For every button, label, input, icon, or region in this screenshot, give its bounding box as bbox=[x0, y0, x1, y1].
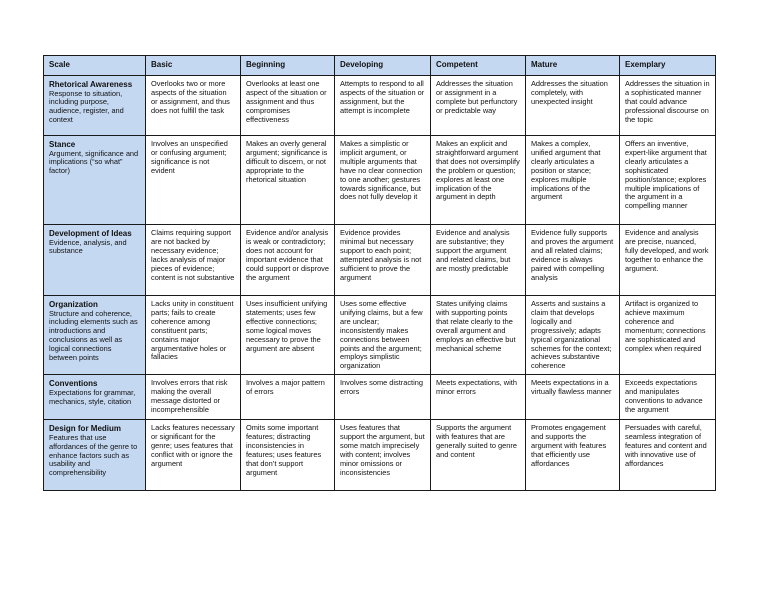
header-basic: Basic bbox=[146, 56, 241, 76]
table-row bbox=[44, 136, 716, 225]
table-row bbox=[44, 296, 716, 375]
header-beginning: Beginning bbox=[241, 56, 335, 76]
criterion-name: Conventions bbox=[49, 379, 98, 389]
rubric-cell: Overlooks at least one aspect of the situation or assignment and thus compromises effectiveness bbox=[241, 76, 335, 136]
rubric-cell: Involves an unspecified or confusing argument; significance is not evident bbox=[146, 136, 241, 225]
rubric-cell: Evidence and analysis are precise, nuanced, fully developed, and work together to enhance the argument. bbox=[620, 225, 716, 296]
rubric-cell: Meets expectations in a virtually flawless manner bbox=[526, 375, 620, 420]
rubric-cell: Involves some distracting errors bbox=[335, 375, 431, 420]
rubric-cell: Attempts to respond to all aspects of the situation or assignment, but the attempt is incomplete bbox=[335, 76, 431, 136]
rubric-cell: Promotes engagement and supports the argument with features that efficiently use affordances bbox=[526, 420, 620, 491]
rubric-cell: Lacks unity in constituent parts; fails to create coherence among constituent parts; contains major argumentative holes or fallacies bbox=[146, 296, 241, 375]
criterion-cell bbox=[44, 375, 146, 420]
rubric-cell: Asserts and sustains a claim that develops logically and progressively; adapts typical organizational schemes for the context; achieves substantive coherence bbox=[526, 296, 620, 375]
table-row bbox=[44, 76, 716, 136]
criterion-cell bbox=[44, 420, 146, 491]
criterion-name: Organization bbox=[49, 300, 98, 309]
table-row bbox=[44, 375, 716, 420]
table-row bbox=[44, 225, 716, 296]
table-row bbox=[44, 420, 716, 491]
criterion-cell bbox=[44, 76, 146, 136]
rubric-cell: Meets expectations, with minor errors bbox=[431, 375, 526, 420]
criterion-cell bbox=[44, 136, 146, 225]
header-mature: Mature bbox=[526, 56, 620, 76]
rubric-cell: Supports the argument with features that are generally suited to genre and content bbox=[431, 420, 526, 491]
criterion-description: Features that use affordances of the genre to enhance factors such as usability and comprehensibility bbox=[49, 432, 138, 478]
rubric-cell: Evidence and/or analysis is weak or contradictory; does not account for important evidence that could support or disprove the argument bbox=[241, 225, 335, 296]
rubric-cell: Artifact is organized to achieve maximum coherence and momentum; connections are sophisticated and complex when required bbox=[620, 296, 716, 375]
rubric-cell: Makes an explicit and straightforward argument that does not oversimplify the problem or question; explores at least one implication of the argument in depth bbox=[431, 136, 526, 225]
rubric-cell: Makes an overly general argument; significance is difficult to discern, or not appropriate to the rhetorical situation bbox=[241, 136, 335, 225]
criterion-cell bbox=[44, 225, 146, 296]
header-exemplary: Exemplary bbox=[620, 56, 716, 76]
criterion-name: Rhetorical Awareness bbox=[49, 80, 133, 89]
rubric-cell: Evidence fully supports and proves the argument and all related claims; evidence is always paired with compelling analysis bbox=[526, 225, 620, 296]
rubric-cell: Addresses the situation in a sophisticated manner that could advance professional discourse on the topic bbox=[620, 76, 716, 136]
criterion-name: Design for Medium bbox=[49, 424, 122, 434]
rubric-cell: Addresses the situation or assignment in a complete but perfunctory or predictable way bbox=[431, 76, 526, 136]
rubric-cell: Exceeds expectations and manipulates conventions to advance the argument bbox=[620, 375, 716, 420]
criterion-name: Stance bbox=[49, 140, 76, 149]
rubric-cell: Uses insufficient unifying statements; uses few effective connections; some logical moves necessary to prove the argument are absent bbox=[241, 296, 335, 375]
rubric-cell: Persuades with careful, seamless integration of features and content and with innovative use of affordances bbox=[620, 420, 716, 491]
rubric-cell: Evidence provides minimal but necessary support to each point; attempted analysis is not sufficient to prove the argument bbox=[335, 225, 431, 296]
criterion-description: Expectations for grammar, mechanics, style, citation bbox=[49, 387, 136, 406]
criterion-description: Evidence, analysis, and substance bbox=[49, 237, 127, 256]
rubric-cell: Offers an inventive, expert-like argument that clearly articulates a sophisticated position/stance; explores multiple implications of the argument in a compelling manner bbox=[620, 136, 716, 225]
rubric-cell: Addresses the situation completely, with unexpected insight bbox=[526, 76, 620, 136]
rubric-cell: Involves errors that risk making the overall message distorted or incomprehensible bbox=[146, 375, 241, 420]
rubric-table bbox=[43, 55, 716, 491]
rubric-cell: Involves a major pattern of errors bbox=[241, 375, 335, 420]
rubric-cell: Overlooks two or more aspects of the situation or assignment, and thus does not fulfill the task bbox=[146, 76, 241, 136]
rubric-cell: Makes a simplistic or implicit argument, or multiple arguments that have no clear connection to one another; gestures towards significance, but does not fully develop it bbox=[335, 136, 431, 225]
header-developing: Developing bbox=[335, 56, 431, 76]
rubric-cell: Evidence and analysis are substantive; they support the argument and related claims, but are mostly predictable bbox=[431, 225, 526, 296]
rubric-cell: Makes a complex, unified argument that clearly articulates a position or stance; explores multiple implications of the argument bbox=[526, 136, 620, 225]
criterion-cell bbox=[44, 296, 146, 375]
rubric-cell: Claims requiring support are not backed by necessary evidence; lacks analysis of major pieces of evidence; content is not substantive bbox=[146, 225, 241, 296]
rubric-cell: Uses some effective unifying claims, but a few are unclear; inconsistently makes connections between points and the argument; employs simplistic organization bbox=[335, 296, 431, 375]
rubric-cell: Uses features that support the argument, but some match imprecisely with content; involves minor omissions or inconsistencies bbox=[335, 420, 431, 491]
rubric-cell: Omits some important features; distracting inconsistencies in features; uses features that don’t support argument bbox=[241, 420, 335, 491]
header-scale: Scale bbox=[44, 56, 146, 76]
rubric-cell: Lacks features necessary or significant for the genre; uses features that conflict with or ignore the argument bbox=[146, 420, 241, 491]
header-row bbox=[44, 56, 716, 76]
rubric-cell: States unifying claims with supporting points that relate clearly to the overall argument and employs an effective but mechanical scheme bbox=[431, 296, 526, 375]
criterion-description: Argument, significance and implications (“so what” factor) bbox=[49, 148, 139, 176]
criterion-description: Structure and coherence, including elements such as introductions and conclusions as well as logical connections between points bbox=[49, 308, 138, 363]
criterion-description: Response to situation, including purpose, audience, register, and context bbox=[49, 88, 124, 125]
criterion-name: Development of Ideas bbox=[49, 229, 132, 238]
header-competent: Competent bbox=[431, 56, 526, 76]
